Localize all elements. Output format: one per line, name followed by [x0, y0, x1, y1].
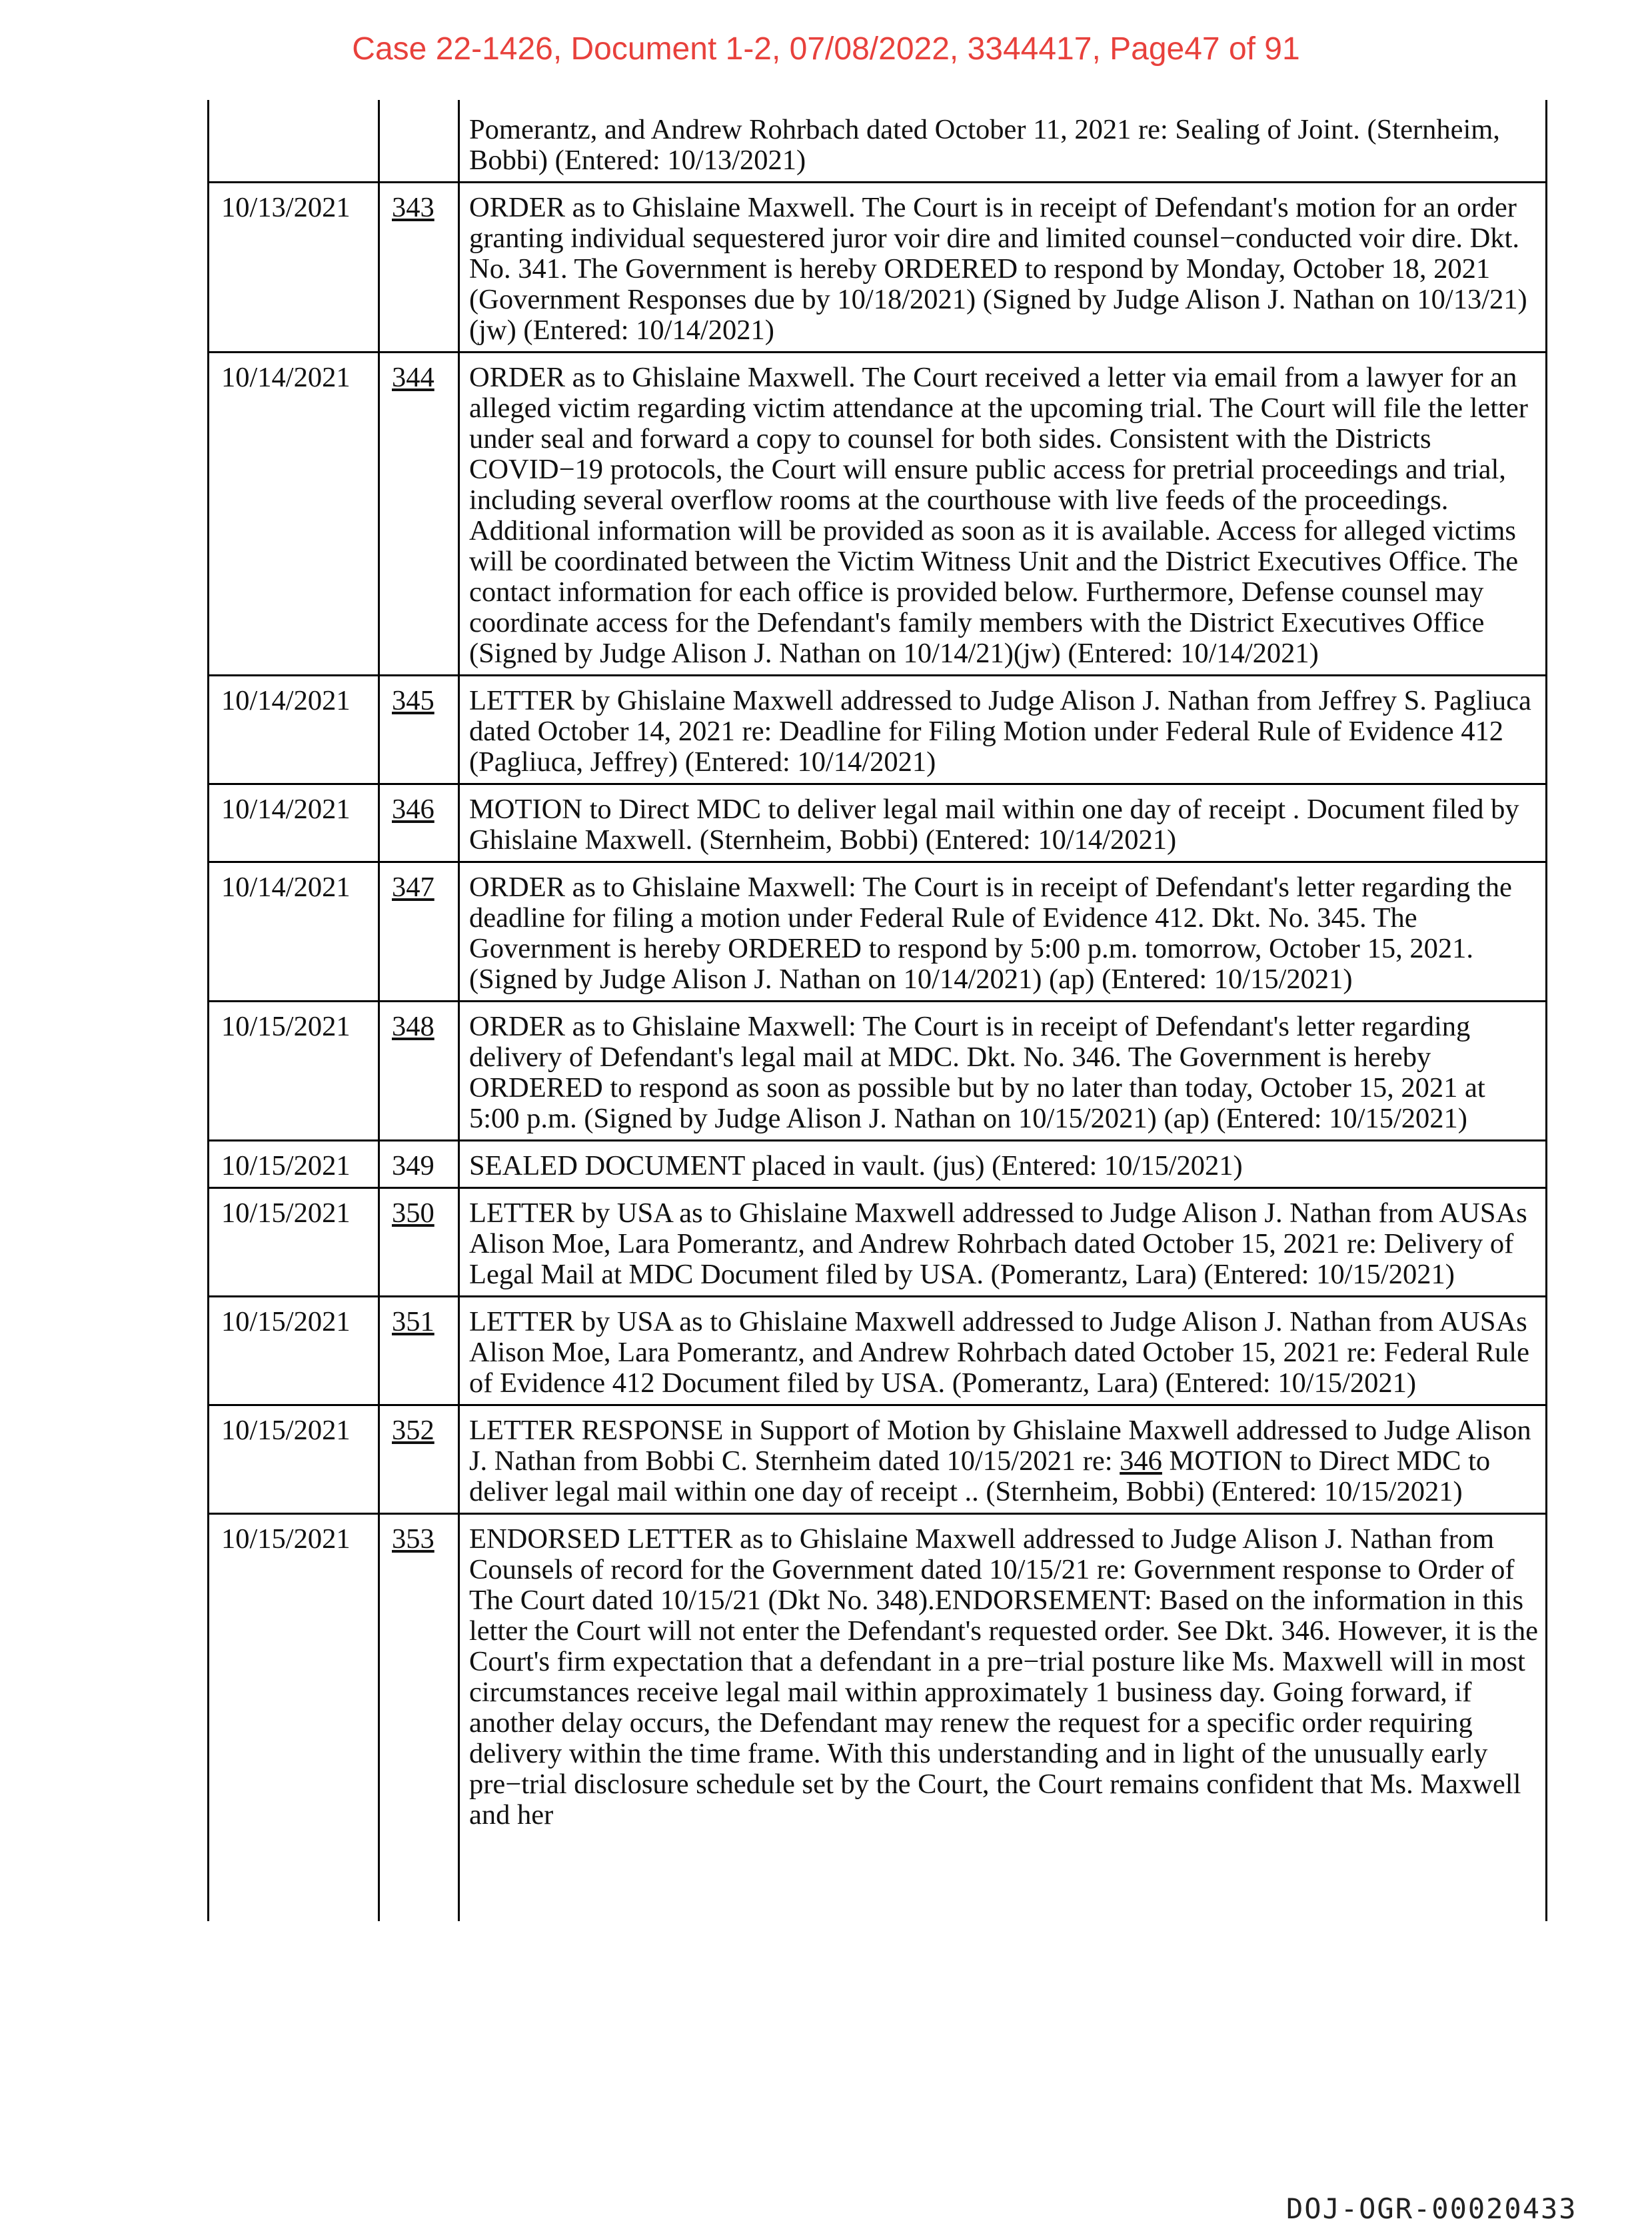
entry-text: ORDER as to Ghislaine Maxwell: The Court is in receipt of Defendant's letter regarding the deadline for filing a motion under Federal Rule of Evidence 412. Dkt. No. 345. The Government is hereby ORDERED to respond by 5:00 p.m. tomorrow, October 15, 2021. (Signed by Judge Alison J. Nathan on 10/14/2021) (ap) (Entered: 10/15/2021) — [458, 863, 1547, 1000]
entry-number: 349 — [378, 1141, 458, 1187]
docket-link-350[interactable]: 350 — [392, 1197, 434, 1229]
case-header: Case 22-1426, Document 1-2, 07/08/2022, 3344417, Page47 of 91 — [352, 31, 1300, 67]
docket-link-353[interactable]: 353 — [392, 1523, 434, 1555]
entry-text-part: LETTER RESPONSE in Support of Motion by Ghislaine Maxwell addressed to Judge Alison J. Nathan from Bobbi C. Sternheim dated 10/15/2021 re: — [469, 1415, 1531, 1477]
entry-number — [378, 100, 458, 181]
entry-text: SEALED DOCUMENT placed in vault. (jus) (Entered: 10/15/2021) — [458, 1141, 1547, 1187]
docket-link-351[interactable]: 351 — [392, 1306, 434, 1337]
entry-text-part: MOTION to Direct MDC to deliver legal mail within one day of receipt .. (Sternheim, Bobbi) (Entered: 10/15/2021) — [469, 1445, 1491, 1507]
entry-date: 10/15/2021 — [207, 1189, 378, 1295]
docket-link-348[interactable]: 348 — [392, 1011, 434, 1042]
table-row — [207, 183, 1547, 353]
docket-link-346[interactable]: 346 — [392, 794, 434, 825]
entry-text: Pomerantz, and Andrew Rohrbach dated October 11, 2021 re: Sealing of Joint. (Sternheim, Bobbi) (Entered: 10/13/2021) — [458, 100, 1547, 181]
entry-date: 10/15/2021 — [207, 1297, 378, 1404]
entry-text: LETTER by Ghislaine Maxwell addressed to Judge Alison J. Nathan from Jeffrey S. Pagliuca dated October 14, 2021 re: Deadline for Filing Motion under Federal Rule of Evidence 412 (Pagliuca, Jeffrey) (Entered: 10/14/2021) — [458, 676, 1547, 783]
entry-number — [378, 676, 458, 783]
entry-date: 10/14/2021 — [207, 676, 378, 783]
entry-number — [378, 183, 458, 351]
entry-date: 10/14/2021 — [207, 863, 378, 1000]
entry-date: 10/15/2021 — [207, 1515, 378, 1921]
table-row — [207, 863, 1547, 1002]
entry-number — [378, 1189, 458, 1295]
entry-date: 10/15/2021 — [207, 1002, 378, 1139]
entry-date: 10/14/2021 — [207, 785, 378, 861]
table-row — [207, 1189, 1547, 1297]
docket-link-347[interactable]: 347 — [392, 872, 434, 903]
table-row — [207, 1141, 1547, 1189]
entry-text: ENDORSED LETTER as to Ghislaine Maxwell addressed to Judge Alison J. Nathan from Counsels of record for the Government dated 10/15/21 re: Government response to Order of The Court dated 10/15/21 (Dkt No. 348).ENDORSEMENT: Based on the information in this letter the Court will not enter the Defendant's requested order. See Dkt. 346. However, it is the Court's firm expectation that a defendant in a pre−trial posture like Ms. Maxwell will in most circumstances receive legal mail within approximately 1 business day. Going forward, if another delay occurs, the Defendant may renew the request for a specific order requiring delivery within the time frame. With this understanding and in light of the unusually early pre−trial disclosure schedule set by the Court, the Court remains confident that Ms. Maxwell and her — [458, 1515, 1547, 1921]
table-row — [207, 1515, 1547, 1921]
entry-number — [378, 353, 458, 674]
entry-number — [378, 785, 458, 861]
entry-text: LETTER by USA as to Ghislaine Maxwell addressed to Judge Alison J. Nathan from AUSAs Alison Moe, Lara Pomerantz, and Andrew Rohrbach dated October 15, 2021 re: Delivery of Legal Mail at MDC Document filed by USA. (Pomerantz, Lara) (Entered: 10/15/2021) — [458, 1189, 1547, 1295]
entry-text: MOTION to Direct MDC to deliver legal mail within one day of receipt . Document filed by Ghislaine Maxwell. (Sternheim, Bobbi) (Entered: 10/14/2021) — [458, 785, 1547, 861]
docket-table — [207, 100, 1547, 1921]
entry-text — [458, 1406, 1547, 1513]
table-row — [207, 785, 1547, 863]
bates-number: DOJ-OGR-00020433 — [1286, 2192, 1577, 2225]
table-row — [207, 1002, 1547, 1141]
entry-number — [378, 1406, 458, 1513]
entry-number — [378, 1515, 458, 1921]
table-row — [207, 676, 1547, 785]
entry-number — [378, 863, 458, 1000]
entry-text: ORDER as to Ghislaine Maxwell. The Court is in receipt of Defendant's motion for an order granting individual sequestered juror voir dire and limited counsel−conducted voir dire. Dkt. No. 341. The Government is hereby ORDERED to respond by Monday, October 18, 2021 (Government Responses due by 10/18/2021) (Signed by Judge Alison J. Nathan on 10/13/21)(jw) (Entered: 10/14/2021) — [458, 183, 1547, 351]
entry-date: 10/14/2021 — [207, 353, 378, 674]
entry-text: LETTER by USA as to Ghislaine Maxwell addressed to Judge Alison J. Nathan from AUSAs Alison Moe, Lara Pomerantz, and Andrew Rohrbach dated October 15, 2021 re: Federal Rule of Evidence 412 Document filed by USA. (Pomerantz, Lara) (Entered: 10/15/2021) — [458, 1297, 1547, 1404]
entry-date — [207, 100, 378, 181]
docket-link-344[interactable]: 344 — [392, 362, 434, 393]
entry-text: ORDER as to Ghislaine Maxwell: The Court is in receipt of Defendant's letter regarding delivery of Defendant's legal mail at MDC. Dkt. No. 346. The Government is hereby ORDERED to respond as soon as possible but by no later than today, October 15, 2021 at 5:00 p.m. (Signed by Judge Alison J. Nathan on 10/15/2021) (ap) (Entered: 10/15/2021) — [458, 1002, 1547, 1139]
inline-docket-link-346[interactable]: 346 — [1120, 1445, 1162, 1477]
table-row — [207, 100, 1547, 183]
docket-link-345[interactable]: 345 — [392, 685, 434, 716]
entry-date: 10/15/2021 — [207, 1406, 378, 1513]
entry-number — [378, 1297, 458, 1404]
docket-link-343[interactable]: 343 — [392, 192, 434, 223]
entry-text: ORDER as to Ghislaine Maxwell. The Court received a letter via email from a lawyer for an alleged victim regarding victim attendance at the upcoming trial. The Court will file the letter under seal and forward a copy to counsel for both sides. Consistent with the Districts COVID−19 protocols, the Court will ensure public access for pretrial proceedings and trial, including several overflow rooms at the courthouse with live feeds of the proceedings. Additional information will be provided as soon as it is available. Access for alleged victims will be coordinated between the Victim Witness Unit and the District Executives Office. The contact information for each office is provided below. Furthermore, Defense counsel may coordinate access for the Defendant's family members with the District Executives Office (Signed by Judge Alison J. Nathan on 10/14/21)(jw) (Entered: 10/14/2021) — [458, 353, 1547, 674]
table-row — [207, 1406, 1547, 1515]
table-row — [207, 353, 1547, 676]
entry-number — [378, 1002, 458, 1139]
docket-link-352[interactable]: 352 — [392, 1415, 434, 1446]
entry-date: 10/15/2021 — [207, 1141, 378, 1187]
table-row — [207, 1297, 1547, 1406]
entry-date: 10/13/2021 — [207, 183, 378, 351]
